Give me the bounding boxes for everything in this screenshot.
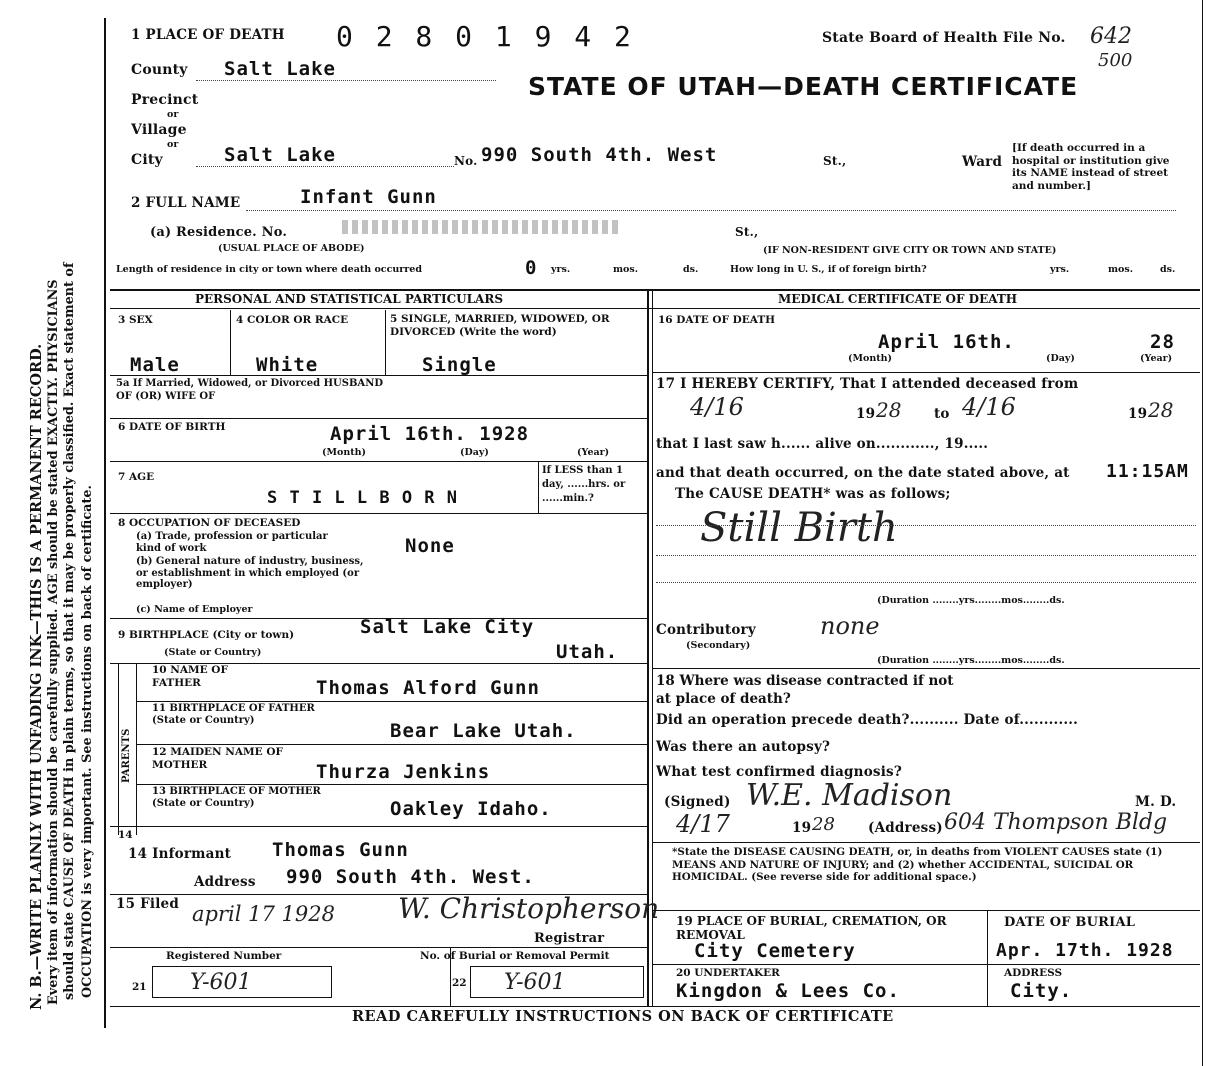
md-label: M. D. — [1135, 794, 1177, 810]
yrs-2: yrs. — [1050, 264, 1070, 275]
or-1: or — [167, 109, 179, 120]
full-name-label: 2 FULL NAME — [131, 195, 241, 211]
personal-section-title: PERSONAL AND STATISTICAL PARTICULARS — [195, 292, 504, 306]
dob-month: (Month) — [322, 447, 367, 458]
date-of-death-value: April 16th. — [878, 331, 1015, 353]
father-birthplace-label: 11 BIRTHPLACE OF FATHER (State or Country) — [152, 703, 315, 726]
how-long-label: How long in U. S., if of foreign birth? — [730, 264, 927, 275]
father-birthplace-value: Bear Lake Utah. — [390, 720, 577, 742]
color-value: White — [256, 354, 319, 376]
occupation-label: 8 OCCUPATION OF DECEASED — [118, 517, 301, 529]
physician-signature: W.E. Madison — [746, 778, 953, 813]
registered-value: Y-601 — [190, 970, 252, 995]
last-saw: that I last saw h...... alive on............, 19..... — [656, 436, 989, 452]
date-of-death-label: 16 DATE OF DEATH — [658, 314, 776, 326]
ward-label: Ward — [962, 154, 1003, 170]
cause-label: The CAUSE DEATH* was as follows; — [675, 486, 951, 502]
mother-birthplace-value: Oakley Idaho. — [390, 798, 552, 820]
informant-label: 14 Informant — [128, 846, 232, 862]
dob-value: April 16th. 1928 — [330, 423, 530, 445]
file-no-label: State Board of Health File No. — [822, 30, 1066, 46]
age-label: 7 AGE — [118, 471, 155, 483]
father-value: Thomas Alford Gunn — [316, 677, 540, 699]
county-label: County — [131, 62, 188, 78]
filed-value: april 17 1928 — [192, 902, 335, 926]
side-note-3: should state CAUSE OF DEATH in plain terms, so that it may be properly classified. Exact statement of — [62, 262, 77, 1000]
medical-section-title: MEDICAL CERTIFICATE OF DEATH — [778, 292, 1018, 306]
mother-label: 12 MAIDEN NAME OF MOTHER — [152, 746, 283, 771]
address-value: 990 South 4th. West. — [286, 866, 535, 888]
physician-address-label: (Address) — [868, 820, 943, 836]
signed-label: (Signed) — [664, 794, 731, 810]
mother-value: Thurza Jenkins — [316, 761, 491, 783]
parents-label: PARENTS — [121, 728, 132, 783]
undertaker-label: 20 UNDERTAKER — [676, 967, 780, 979]
file-no-value: 642 — [1090, 24, 1132, 49]
birthplace-state: Utah. — [556, 641, 619, 663]
physician-address: 604 Thompson Bldg — [944, 810, 1168, 835]
to-label: to — [934, 406, 950, 422]
registrar-label: Registrar — [534, 931, 605, 946]
burial-permit-value: Y-601 — [504, 970, 566, 995]
filed-label: 15 Filed — [116, 896, 179, 912]
signed-date: 4/17 — [676, 810, 730, 838]
dob-day: (Day) — [460, 447, 489, 458]
certificate-title: STATE OF UTAH—DEATH CERTIFICATE — [528, 72, 1079, 101]
date-of-death-year: 28 — [1150, 331, 1175, 353]
registrar-signature: W. Christopherson — [398, 892, 660, 925]
dod-day: (Day) — [1046, 353, 1075, 364]
less-than-label: If LESS than 1 day, ......hrs. or ......min.? — [542, 465, 626, 504]
burial-date-label: DATE OF BURIAL — [1004, 915, 1136, 930]
to-year-prefix: 19 — [1128, 406, 1148, 422]
num-21: 21 — [132, 981, 147, 993]
city-label: City — [131, 152, 163, 168]
contributory-value: none — [820, 612, 880, 640]
ds-2: ds. — [1160, 264, 1176, 275]
occupation-value: None — [405, 535, 455, 557]
violent-causes-footnote: *State the DISEASE CAUSING DEATH, or, in deaths from VIOLENT CAUSES state (1) MEANS AND NATURE OF INJURY; and (2) whether ACCIDENTAL, SUICIDAL OR HOMICIDAL. (See reverse side for additional space.) — [672, 846, 1163, 883]
marital-value: Single — [422, 354, 497, 376]
residence-st: St., — [735, 225, 759, 239]
color-race-label: 4 COLOR OR RACE — [236, 314, 349, 326]
birthplace-city: Salt Lake City — [360, 616, 535, 638]
duration-2: (Duration ........yrs........mos........ds. — [877, 655, 1065, 666]
dod-month: (Month) — [848, 353, 893, 364]
from-year-prefix: 19 — [856, 406, 876, 422]
dob-label: 6 DATE OF BIRTH — [118, 421, 226, 433]
birthplace-label: 9 BIRTHPLACE (City or town) — [118, 629, 295, 641]
side-note-1: N. B.—WRITE PLAINLY WITH UNFADING INK—THIS IS A PERMANENT RECORD. — [28, 343, 45, 1010]
signed-year-prefix: 19 — [792, 820, 812, 836]
father-label: 10 NAME OF FATHER — [152, 664, 228, 689]
occupation-c: (c) Name of Employer — [136, 604, 253, 615]
cause-value: Still Birth — [700, 505, 898, 551]
undertaker-value: Kingdon & Lees Co. — [676, 980, 900, 1002]
city-value: Salt Lake — [224, 144, 336, 166]
mother-birthplace-label: 13 BIRTHPLACE OF MOTHER (State or Country) — [152, 786, 321, 809]
attended-from: 4/16 — [690, 393, 744, 421]
secondary-label: (Secondary) — [686, 640, 751, 651]
attended-to: 4/16 — [962, 393, 1016, 421]
marital-label: 5 SINGLE, MARRIED, WIDOWED, OR DIVORCED (Write the word) — [390, 313, 610, 338]
time-of-death: 11:15AM — [1106, 461, 1189, 482]
birthplace-state-label: (State or Country) — [164, 647, 262, 658]
disease-contracted: 18 Where was disease contracted if not at place of death? — [656, 673, 954, 707]
num-22: 22 — [452, 977, 467, 989]
operation-question: Did an operation precede death?.......... Date of............ — [656, 712, 1079, 728]
death-occurred: and that death occurred, on the date stated above, at — [656, 465, 1070, 481]
county-value: Salt Lake — [224, 58, 336, 80]
length-residence-label: Length of residence in city or town where death occurred — [116, 264, 422, 275]
burial-date-value: Apr. 17th. 1928 — [996, 940, 1174, 961]
informant-value: Thomas Gunn — [272, 839, 409, 861]
or-2: or — [167, 139, 179, 150]
duration-1: (Duration ........yrs........mos........ds. — [877, 595, 1065, 606]
undertaker-address-value: City. — [1010, 980, 1073, 1002]
age-value: S T I L L B O R N — [267, 488, 458, 508]
informant-number: 14 — [118, 829, 133, 841]
test-question: What test confirmed diagnosis? — [656, 764, 902, 780]
occupation-b: (b) General nature of industry, business, or establishment in which employed (or employer) — [136, 556, 364, 590]
dod-year: (Year) — [1140, 353, 1173, 364]
precinct-label: Precinct — [131, 92, 199, 108]
attended-from-year: 28 — [876, 398, 902, 422]
address-label: Address — [194, 874, 256, 890]
attended-to-year: 28 — [1148, 398, 1174, 422]
full-name-value: Infant Gunn — [300, 186, 437, 208]
undertaker-address-label: ADDRESS — [1004, 967, 1063, 979]
burial-permit-label: No. of Burial or Removal Permit — [420, 950, 610, 962]
burial-place-label: 19 PLACE OF BURIAL, CREMATION, OR REMOVAL — [676, 914, 947, 942]
occupation-a: (a) Trade, profession or particular kind of work — [136, 531, 328, 554]
yrs-1: yrs. — [551, 264, 571, 275]
place-of-death-label: 1 PLACE OF DEATH — [131, 27, 285, 43]
ds-1: ds. — [683, 264, 699, 275]
certify-text: 17 I HEREBY CERTIFY, That I attended deceased from — [656, 376, 1079, 392]
contributory-label: Contributory — [656, 622, 756, 638]
village-label: Village — [131, 122, 187, 138]
sex-value: Male — [130, 354, 180, 376]
hospital-note: [If death occurred in a hospital or institution give its NAME instead of street and number.] — [1012, 142, 1170, 192]
side-note-4: OCCUPATION is very important. See instructions on back of certificate. — [80, 485, 95, 998]
footer-instructions: READ CAREFULLY INSTRUCTIONS ON BACK OF CERTIFICATE — [352, 1008, 894, 1025]
spouse-label: 5a If Married, Widowed, or Divorced HUSBAND OF (OR) WIFE OF — [116, 378, 384, 402]
registered-label: Registered Number — [166, 950, 282, 962]
autopsy-question: Was there an autopsy? — [656, 739, 831, 755]
sex-label: 3 SEX — [118, 314, 153, 326]
burial-place-value: City Cemetery — [694, 940, 856, 962]
residence-label: (a) Residence. No. — [150, 225, 288, 240]
file-no-sub: 500 — [1098, 50, 1133, 71]
side-note-2: Every item of information should be carefully supplied. AGE should be stated EXACTLY. PHYSICIANS — [46, 279, 61, 1005]
length-residence-value: 0 — [525, 257, 538, 279]
residence-struck — [342, 220, 622, 234]
certificate-number: 0 2 8 0 1 9 4 2 — [336, 20, 634, 53]
street-no-label: No. — [454, 154, 478, 168]
signed-year: 28 — [812, 814, 835, 835]
street-value: 990 South 4th. West — [481, 144, 718, 166]
dob-year: (Year) — [577, 447, 610, 458]
non-resident-note: (IF NON-RESIDENT GIVE CITY OR TOWN AND STATE) — [763, 245, 1057, 256]
usual-place: (USUAL PLACE OF ABODE) — [218, 243, 365, 254]
mos-2: mos. — [1108, 264, 1134, 275]
mos-1: mos. — [613, 264, 639, 275]
street-st-label: St., — [823, 154, 847, 168]
